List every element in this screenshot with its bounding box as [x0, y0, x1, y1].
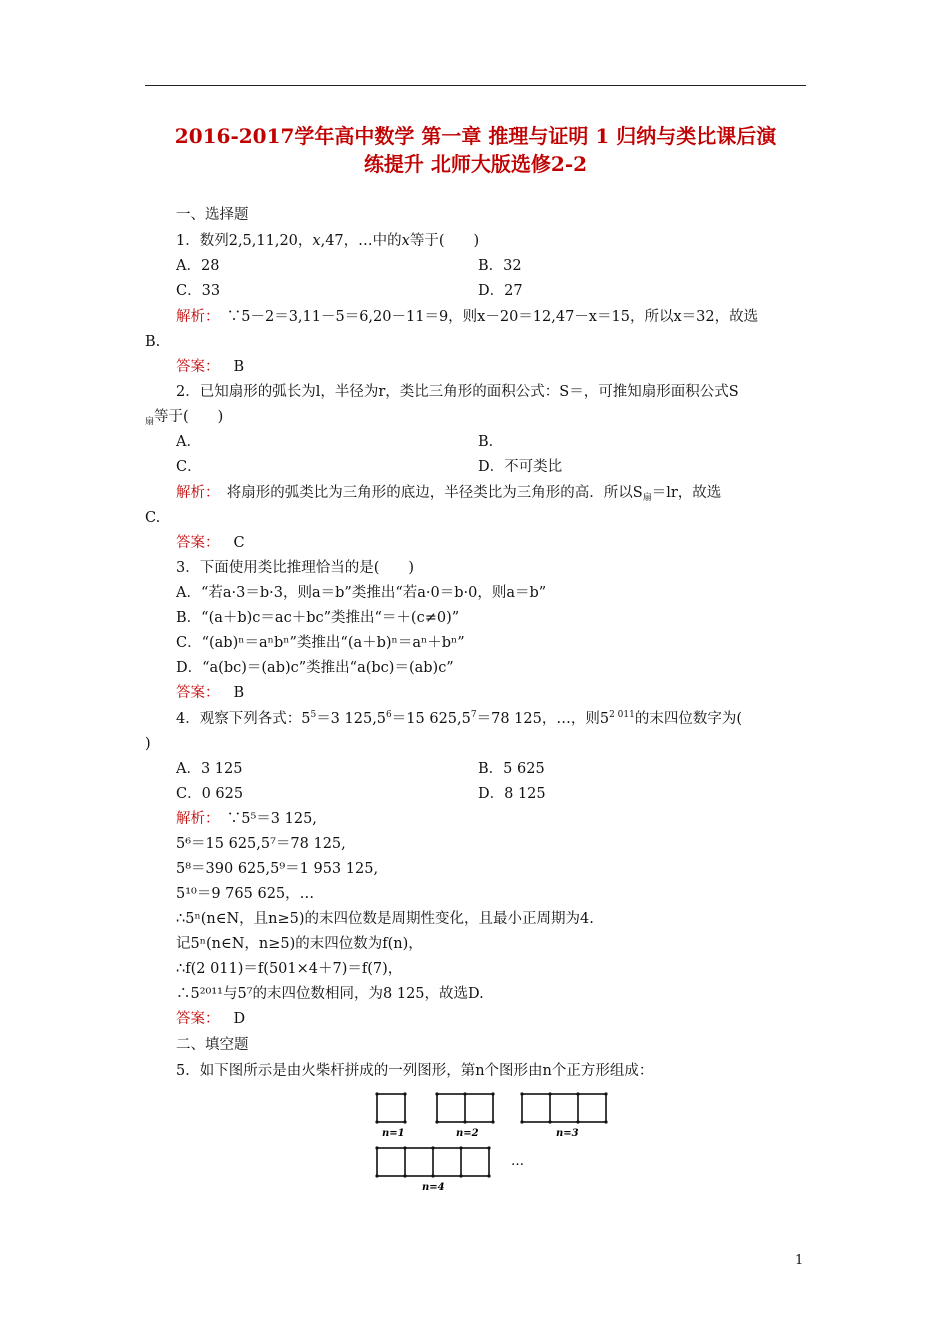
q4-analysis-3: 5⁸＝390 625,5⁹＝1 953 125,: [176, 861, 379, 877]
q4-analysis-7: ∴f(2 011)＝f(501×4＋7)＝f(7)，: [176, 961, 403, 977]
question-4-stem: 4．观察下列各式：$5^5=3$ $125,5^6=15$ $625,5^7=78$ 125，…，则$5^{2 011}$的末四位数字为(: [176, 710, 742, 727]
q3-option-d: D．“a(bc)＝(ab)c”类推出“a(bc)＝(ab)c”: [176, 660, 454, 676]
label-n1: n=1: [382, 1128, 405, 1139]
q2-analysis: 解析： 将扇形的弧类比为三角形的底边，半径类比为三角形的高．所以$S_扇=lr$，故选: [176, 485, 722, 503]
question-1-stem: 1．数列2,5,11,20，x,47，…中的x等于( ): [176, 233, 480, 249]
q4-stem-wrap: ): [145, 736, 151, 752]
q3-answer: 答案： B: [176, 685, 245, 701]
q2-option-d: D．不可类比: [478, 459, 563, 475]
q2-stem-wrap: $_扇$等于( ): [145, 409, 224, 427]
answer-label: 答案：: [176, 359, 220, 375]
q4-analysis-5: ∴5ⁿ(n∈N，且n≥5)的末四位数是周期性变化，且最小正周期为4.: [176, 911, 594, 927]
figure-ellipsis: …: [511, 1154, 524, 1169]
q4-analysis-1: 解析： ∵5⁵＝3 125,: [176, 811, 317, 827]
q4-analysis-4: 5¹⁰＝9 765 625，…: [176, 886, 315, 902]
q1-option-b: B．32: [478, 258, 522, 274]
q1-analysis-wrap: B.: [145, 334, 161, 350]
question-5-stem: 5．如下图所示是由火柴杆拼成的一列图形，第n个图形由n个正方形组成：: [176, 1063, 654, 1079]
squares-n3: [522, 1094, 606, 1122]
q3-option-b: B．“(a＋b)c＝ac＋bc”类推出“＝＋(c≠0)”: [176, 610, 460, 626]
q2-option-c: C．: [176, 459, 202, 475]
section-heading-2: 二、填空题: [176, 1037, 249, 1053]
title-line-2: 练提升 北师大版选修2-2: [363, 152, 588, 176]
header-rule: [145, 85, 806, 86]
square-n1: [377, 1094, 405, 1122]
q1-option-c: C．33: [176, 283, 221, 299]
page-number: 1: [795, 1253, 804, 1268]
label-n4: n=4: [422, 1182, 445, 1193]
q2-option-a: A．: [176, 434, 201, 450]
q1-option-a: A．28: [176, 258, 220, 274]
document-title: [145, 122, 806, 178]
matchstick-figure: [360, 1085, 620, 1197]
q2-answer: 答案： C: [176, 535, 245, 551]
q2-option-b: B．: [478, 434, 504, 450]
q1-answer: 答案： B: [176, 359, 245, 375]
q4-analysis-8: ∴5²⁰¹¹与5⁷的末四位数相同，为8 125，故选D.: [176, 986, 484, 1002]
q3-option-c: C．“(ab)ⁿ＝aⁿbⁿ”类推出“(a＋b)ⁿ＝aⁿ＋bⁿ”: [176, 635, 465, 651]
q4-answer: 答案： D: [176, 1011, 246, 1027]
analysis-label: 解析：: [176, 309, 213, 325]
q1-option-d: D．27: [478, 283, 523, 299]
label-n2: n=2: [456, 1128, 479, 1139]
q4-option-d: D．8 125: [478, 786, 546, 802]
q4-analysis-6: 记5ⁿ(n∈N，n≥5)的末四位数为f(n)，: [176, 936, 423, 952]
q3-option-a: A．“若a·3＝b·3，则a＝b”类推出“若a·0＝b·0，则a＝b”: [176, 585, 547, 601]
label-n3: n=3: [556, 1128, 579, 1139]
q4-option-a: A．3 125: [176, 761, 243, 777]
q4-analysis-2: 5⁶＝15 625,5⁷＝78 125,: [176, 836, 346, 852]
q2-analysis-wrap: C.: [145, 510, 161, 526]
title-line-1: 2016-2017学年高中数学 第一章 推理与证明 1 归纳与类比课后演: [174, 124, 777, 148]
q4-option-b: B．5 625: [478, 761, 545, 777]
section-heading: 一、选择题: [176, 207, 249, 223]
q1-analysis: 解析： ∵5－2＝3,11－5＝6,20－11＝9，则x－20＝12,47－x＝15，所以x＝32，故选: [176, 309, 759, 325]
q4-option-c: C．0 625: [176, 786, 244, 802]
question-2-stem: 2．已知扇形的弧长为l，半径为r，类比三角形的面积公式：S＝，可推知扇形面积公式S: [176, 384, 739, 400]
question-3-stem: 3．下面使用类比推理恰当的是( ): [176, 560, 415, 576]
